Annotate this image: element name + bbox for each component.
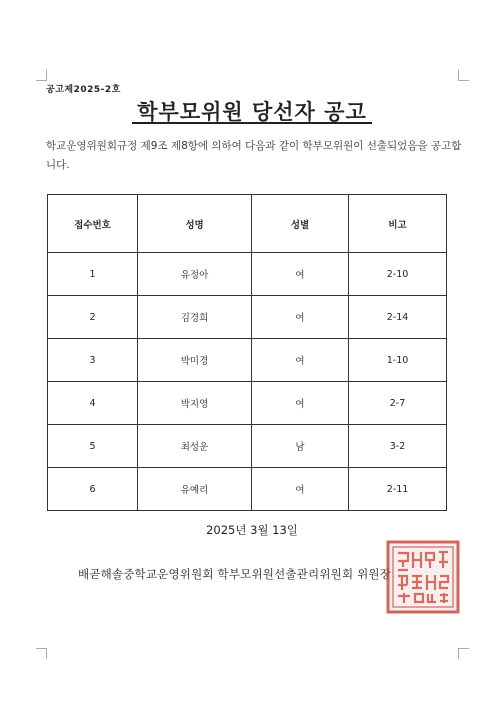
header-cell: 비고 (349, 195, 447, 253)
crop-mark-top-right (458, 70, 469, 81)
notice-number: 공고제2025-2호 (46, 85, 121, 95)
table-cell: 3 (48, 339, 138, 382)
table-header-row (48, 195, 447, 253)
table-cell: 2-11 (349, 468, 447, 511)
document-title: 학부모위원 당선자 공고 (137, 100, 367, 124)
crop-mark-bottom-left (36, 648, 47, 659)
table-row (48, 468, 447, 511)
table-cell: 6 (48, 468, 138, 511)
table-cell: 여 (252, 339, 349, 382)
table-cell: 2 (48, 296, 138, 339)
table-row (48, 425, 447, 468)
table-row (48, 382, 447, 425)
header-cell: 성별 (252, 195, 349, 253)
title-underline (132, 122, 372, 124)
table-row (48, 339, 447, 382)
header-cell: 접수번호 (48, 195, 138, 253)
table-cell: 4 (48, 382, 138, 425)
table-cell: 남 (252, 425, 349, 468)
table-cell: 김경희 (138, 296, 252, 339)
crop-mark-bottom-right (458, 648, 469, 659)
table-cell: 여 (252, 296, 349, 339)
table-row (48, 296, 447, 339)
table-cell: 여 (252, 382, 349, 425)
table-row (48, 253, 447, 296)
crop-mark-top-left (36, 70, 47, 81)
table-cell: 2-10 (349, 253, 447, 296)
table-cell: 2-14 (349, 296, 447, 339)
table-cell: 최성운 (138, 425, 252, 468)
table-cell: 2-7 (349, 382, 447, 425)
official-seal-stamp (386, 540, 460, 614)
body-text: 학교운영위원회규정 제9조 제8항에 의하여 다음과 같이 학부모위원이 선출되었음을 공고합니다. (46, 140, 462, 171)
table-cell: 1 (48, 253, 138, 296)
table-cell: 5 (48, 425, 138, 468)
table-cell: 3-2 (349, 425, 447, 468)
table-cell: 박지영 (138, 382, 252, 425)
issue-date: 2025년 3월 13일 (206, 523, 298, 537)
signature-line: 배곧해솔중학교운영위원회 학부모위원선출관리위원회 위원장 (78, 567, 392, 581)
winners-table (47, 194, 447, 511)
header-cell: 성명 (138, 195, 252, 253)
table-cell: 여 (252, 253, 349, 296)
table-cell: 박미경 (138, 339, 252, 382)
table-cell: 유정아 (138, 253, 252, 296)
table-cell: 여 (252, 468, 349, 511)
table-cell: 1-10 (349, 339, 447, 382)
table-cell: 유예리 (138, 468, 252, 511)
